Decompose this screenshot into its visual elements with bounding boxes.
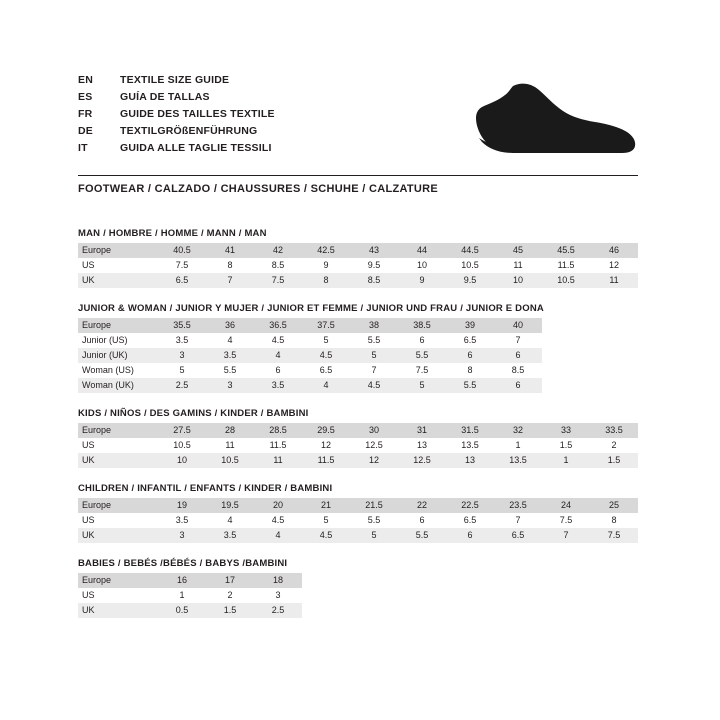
table-cell xyxy=(542,363,590,378)
table-cell: 10.5 xyxy=(446,258,494,273)
table-cell: 4 xyxy=(302,378,350,393)
table-row xyxy=(78,528,638,543)
table-cell: 6.5 xyxy=(446,513,494,528)
table-row xyxy=(78,258,638,273)
table-cell: 46 xyxy=(590,243,638,258)
size-table xyxy=(78,498,638,543)
table-cell: 13.5 xyxy=(494,453,542,468)
size-block xyxy=(78,228,638,288)
table-cell: 1.5 xyxy=(542,438,590,453)
row-label: US xyxy=(78,258,158,273)
table-cell: 3.5 xyxy=(254,378,302,393)
table-cell: 12 xyxy=(302,438,350,453)
table-cell: 6 xyxy=(446,348,494,363)
table-cell xyxy=(398,573,446,588)
table-row xyxy=(78,378,638,393)
table-cell: 9 xyxy=(398,273,446,288)
language-label: TEXTILGRÖßENFÜHRUNG xyxy=(120,125,258,137)
table-cell: 8.5 xyxy=(350,273,398,288)
table-cell: 12 xyxy=(590,258,638,273)
row-label: Europe xyxy=(78,318,158,333)
table-cell: 12.5 xyxy=(350,438,398,453)
table-cell: 19 xyxy=(158,498,206,513)
table-cell: 7.5 xyxy=(398,363,446,378)
table-cell: 20 xyxy=(254,498,302,513)
language-label: GUIDA ALLE TAGLIE TESSILI xyxy=(120,142,272,154)
table-cell: 7 xyxy=(542,528,590,543)
table-row xyxy=(78,273,638,288)
table-cell: 8.5 xyxy=(254,258,302,273)
size-block xyxy=(78,408,638,468)
table-cell: 5 xyxy=(158,363,206,378)
table-cell: 6.5 xyxy=(446,333,494,348)
table-cell: 2.5 xyxy=(158,378,206,393)
table-cell: 5.5 xyxy=(398,528,446,543)
table-cell: 28 xyxy=(206,423,254,438)
table-cell: 4.5 xyxy=(350,378,398,393)
table-row xyxy=(78,453,638,468)
table-cell: 42.5 xyxy=(302,243,350,258)
table-cell xyxy=(542,333,590,348)
table-cell: 7.5 xyxy=(542,513,590,528)
table-row xyxy=(78,498,638,513)
table-cell: 6 xyxy=(398,333,446,348)
table-cell xyxy=(590,363,638,378)
table-cell: 5 xyxy=(302,513,350,528)
table-cell: 10.5 xyxy=(542,273,590,288)
table-cell: 5.5 xyxy=(350,513,398,528)
table-cell: 5 xyxy=(398,378,446,393)
row-label: Woman (UK) xyxy=(78,378,158,393)
table-cell: 0.5 xyxy=(158,603,206,618)
table-cell: 5.5 xyxy=(350,333,398,348)
table-cell: 40 xyxy=(494,318,542,333)
table-row xyxy=(78,513,638,528)
language-code: FR xyxy=(78,108,93,120)
table-row xyxy=(78,573,638,588)
language-label: TEXTILE SIZE GUIDE xyxy=(120,74,230,86)
size-table xyxy=(78,423,638,468)
table-cell: 25 xyxy=(590,498,638,513)
table-cell: 11 xyxy=(206,438,254,453)
table-cell xyxy=(542,348,590,363)
table-cell: 11.5 xyxy=(542,258,590,273)
table-cell: 5.5 xyxy=(398,348,446,363)
row-label: Europe xyxy=(78,243,158,258)
table-cell: 28.5 xyxy=(254,423,302,438)
row-label: Woman (US) xyxy=(78,363,158,378)
row-label: US xyxy=(78,438,158,453)
row-label: Europe xyxy=(78,498,158,513)
table-cell: 38.5 xyxy=(398,318,446,333)
table-cell: 3.5 xyxy=(206,348,254,363)
table-cell: 4.5 xyxy=(302,348,350,363)
table-cell xyxy=(446,588,494,603)
table-cell xyxy=(494,603,542,618)
table-row xyxy=(78,363,638,378)
table-row xyxy=(78,438,638,453)
size-table xyxy=(78,573,638,618)
table-cell xyxy=(350,573,398,588)
row-label: US xyxy=(78,588,158,603)
table-cell: 8.5 xyxy=(494,363,542,378)
size-block xyxy=(78,558,638,618)
table-cell xyxy=(542,318,590,333)
table-cell xyxy=(590,573,638,588)
table-cell: 5 xyxy=(350,348,398,363)
table-cell: 44 xyxy=(398,243,446,258)
table-cell: 4 xyxy=(206,333,254,348)
row-label: UK xyxy=(78,453,158,468)
table-cell: 11 xyxy=(494,258,542,273)
table-cell xyxy=(446,603,494,618)
table-cell: 22.5 xyxy=(446,498,494,513)
row-label: Europe xyxy=(78,573,158,588)
table-cell: 7.5 xyxy=(254,273,302,288)
table-row xyxy=(78,603,638,618)
language-code: EN xyxy=(78,74,93,86)
table-cell: 6 xyxy=(446,528,494,543)
row-label: Junior (UK) xyxy=(78,348,158,363)
table-cell: 5 xyxy=(350,528,398,543)
size-block-title: BABIES / BEBÉS /BÉBÉS / BABYS /BAMBINI xyxy=(78,558,288,569)
language-code: IT xyxy=(78,142,88,154)
table-cell: 8 xyxy=(206,258,254,273)
size-block-title: MAN / HOMBRE / HOMME / MANN / MAN xyxy=(78,228,267,239)
table-cell: 7 xyxy=(350,363,398,378)
table-cell xyxy=(350,588,398,603)
size-block-title: CHILDREN / INFANTIL / ENFANTS / KINDER / BAMBINI xyxy=(78,483,333,494)
table-cell: 1 xyxy=(158,588,206,603)
table-cell: 4.5 xyxy=(254,333,302,348)
table-cell: 30 xyxy=(350,423,398,438)
table-cell: 39 xyxy=(446,318,494,333)
size-tables xyxy=(78,228,638,633)
size-table xyxy=(78,318,638,393)
table-cell: 40.5 xyxy=(158,243,206,258)
table-cell: 11.5 xyxy=(302,453,350,468)
table-cell: 3 xyxy=(206,378,254,393)
table-cell: 33 xyxy=(542,423,590,438)
table-cell: 7.5 xyxy=(590,528,638,543)
table-cell: 41 xyxy=(206,243,254,258)
size-block xyxy=(78,303,638,393)
table-cell xyxy=(590,318,638,333)
language-code: ES xyxy=(78,91,93,103)
table-cell: 36.5 xyxy=(254,318,302,333)
table-cell: 38 xyxy=(350,318,398,333)
table-cell xyxy=(302,603,350,618)
table-cell: 3 xyxy=(158,348,206,363)
table-cell: 11.5 xyxy=(254,438,302,453)
table-cell: 11 xyxy=(590,273,638,288)
row-label: Europe xyxy=(78,423,158,438)
table-cell: 4.5 xyxy=(254,513,302,528)
table-cell: 45 xyxy=(494,243,542,258)
table-cell: 5.5 xyxy=(206,363,254,378)
table-cell xyxy=(542,588,590,603)
table-cell: 6.5 xyxy=(158,273,206,288)
table-cell: 3.5 xyxy=(206,528,254,543)
table-cell: 9.5 xyxy=(446,273,494,288)
table-cell: 4 xyxy=(206,513,254,528)
table-cell xyxy=(590,333,638,348)
table-cell: 1 xyxy=(494,438,542,453)
table-cell: 10 xyxy=(158,453,206,468)
table-row xyxy=(78,423,638,438)
table-cell xyxy=(542,603,590,618)
table-row xyxy=(78,588,638,603)
table-cell xyxy=(398,603,446,618)
table-cell: 21 xyxy=(302,498,350,513)
row-label: Junior (US) xyxy=(78,333,158,348)
table-cell: 29.5 xyxy=(302,423,350,438)
table-cell: 1.5 xyxy=(590,453,638,468)
row-label: UK xyxy=(78,603,158,618)
table-cell: 3 xyxy=(254,588,302,603)
table-cell: 4.5 xyxy=(302,528,350,543)
table-cell: 37.5 xyxy=(302,318,350,333)
table-cell: 9.5 xyxy=(350,258,398,273)
table-cell xyxy=(446,573,494,588)
table-cell: 2 xyxy=(590,438,638,453)
table-row xyxy=(78,333,638,348)
table-cell: 44.5 xyxy=(446,243,494,258)
table-cell: 21.5 xyxy=(350,498,398,513)
table-cell xyxy=(398,588,446,603)
table-cell: 8 xyxy=(446,363,494,378)
table-cell: 18 xyxy=(254,573,302,588)
table-cell xyxy=(590,588,638,603)
table-cell xyxy=(494,573,542,588)
table-cell: 33.5 xyxy=(590,423,638,438)
table-cell: 6.5 xyxy=(302,363,350,378)
table-row xyxy=(78,243,638,258)
table-cell: 42 xyxy=(254,243,302,258)
table-cell: 45.5 xyxy=(542,243,590,258)
table-cell xyxy=(302,573,350,588)
table-cell: 4 xyxy=(254,348,302,363)
table-cell: 13.5 xyxy=(446,438,494,453)
category-title: FOOTWEAR / CALZADO / CHAUSSURES / SCHUHE / CALZATURE xyxy=(78,175,638,195)
table-cell: 2.5 xyxy=(254,603,302,618)
table-cell: 6 xyxy=(494,348,542,363)
size-block xyxy=(78,483,638,543)
size-block-title: JUNIOR & WOMAN / JUNIOR Y MUJER / JUNIOR ET FEMME / JUNIOR UND FRAU / JUNIOR E DONA xyxy=(78,303,544,314)
table-cell: 27.5 xyxy=(158,423,206,438)
table-cell: 16 xyxy=(158,573,206,588)
table-row xyxy=(78,348,638,363)
table-cell: 3.5 xyxy=(158,333,206,348)
table-cell xyxy=(542,573,590,588)
table-cell: 3 xyxy=(158,528,206,543)
table-cell: 1 xyxy=(542,453,590,468)
table-cell: 3.5 xyxy=(158,513,206,528)
table-cell: 7 xyxy=(494,513,542,528)
table-cell: 6 xyxy=(494,378,542,393)
table-cell xyxy=(590,378,638,393)
table-cell: 5.5 xyxy=(446,378,494,393)
table-cell xyxy=(494,588,542,603)
table-cell xyxy=(590,348,638,363)
table-cell: 31 xyxy=(398,423,446,438)
table-cell: 8 xyxy=(590,513,638,528)
table-cell: 6.5 xyxy=(494,528,542,543)
table-cell: 7 xyxy=(206,273,254,288)
table-cell: 9 xyxy=(302,258,350,273)
table-cell: 36 xyxy=(206,318,254,333)
table-cell: 10.5 xyxy=(158,438,206,453)
table-cell: 12 xyxy=(350,453,398,468)
table-cell: 5 xyxy=(302,333,350,348)
table-cell: 1.5 xyxy=(206,603,254,618)
table-cell: 23.5 xyxy=(494,498,542,513)
table-cell: 35.5 xyxy=(158,318,206,333)
table-cell xyxy=(302,588,350,603)
language-code: DE xyxy=(78,125,93,137)
table-cell: 31.5 xyxy=(446,423,494,438)
table-cell: 2 xyxy=(206,588,254,603)
table-row xyxy=(78,318,638,333)
table-cell: 13 xyxy=(446,453,494,468)
table-cell: 4 xyxy=(254,528,302,543)
dress-shoe-icon xyxy=(455,78,645,158)
table-cell: 7 xyxy=(494,333,542,348)
table-cell: 19.5 xyxy=(206,498,254,513)
table-cell xyxy=(350,603,398,618)
table-cell xyxy=(590,603,638,618)
table-cell: 10 xyxy=(494,273,542,288)
table-cell: 10 xyxy=(398,258,446,273)
table-cell: 6 xyxy=(254,363,302,378)
row-label: US xyxy=(78,513,158,528)
table-cell xyxy=(542,378,590,393)
table-cell: 12.5 xyxy=(398,453,446,468)
table-cell: 22 xyxy=(398,498,446,513)
table-cell: 8 xyxy=(302,273,350,288)
table-cell: 11 xyxy=(254,453,302,468)
language-label: GUIDE DES TAILLES TEXTILE xyxy=(120,108,275,120)
table-cell: 7.5 xyxy=(158,258,206,273)
row-label: UK xyxy=(78,273,158,288)
table-cell: 6 xyxy=(398,513,446,528)
language-label: GUÍA DE TALLAS xyxy=(120,91,210,103)
row-label: UK xyxy=(78,528,158,543)
size-table xyxy=(78,243,638,288)
table-cell: 10.5 xyxy=(206,453,254,468)
table-cell: 43 xyxy=(350,243,398,258)
table-cell: 17 xyxy=(206,573,254,588)
table-cell: 13 xyxy=(398,438,446,453)
table-cell: 32 xyxy=(494,423,542,438)
table-cell: 24 xyxy=(542,498,590,513)
size-block-title: KIDS / NIÑOS / DES GAMINS / KINDER / BAMBINI xyxy=(78,408,309,419)
